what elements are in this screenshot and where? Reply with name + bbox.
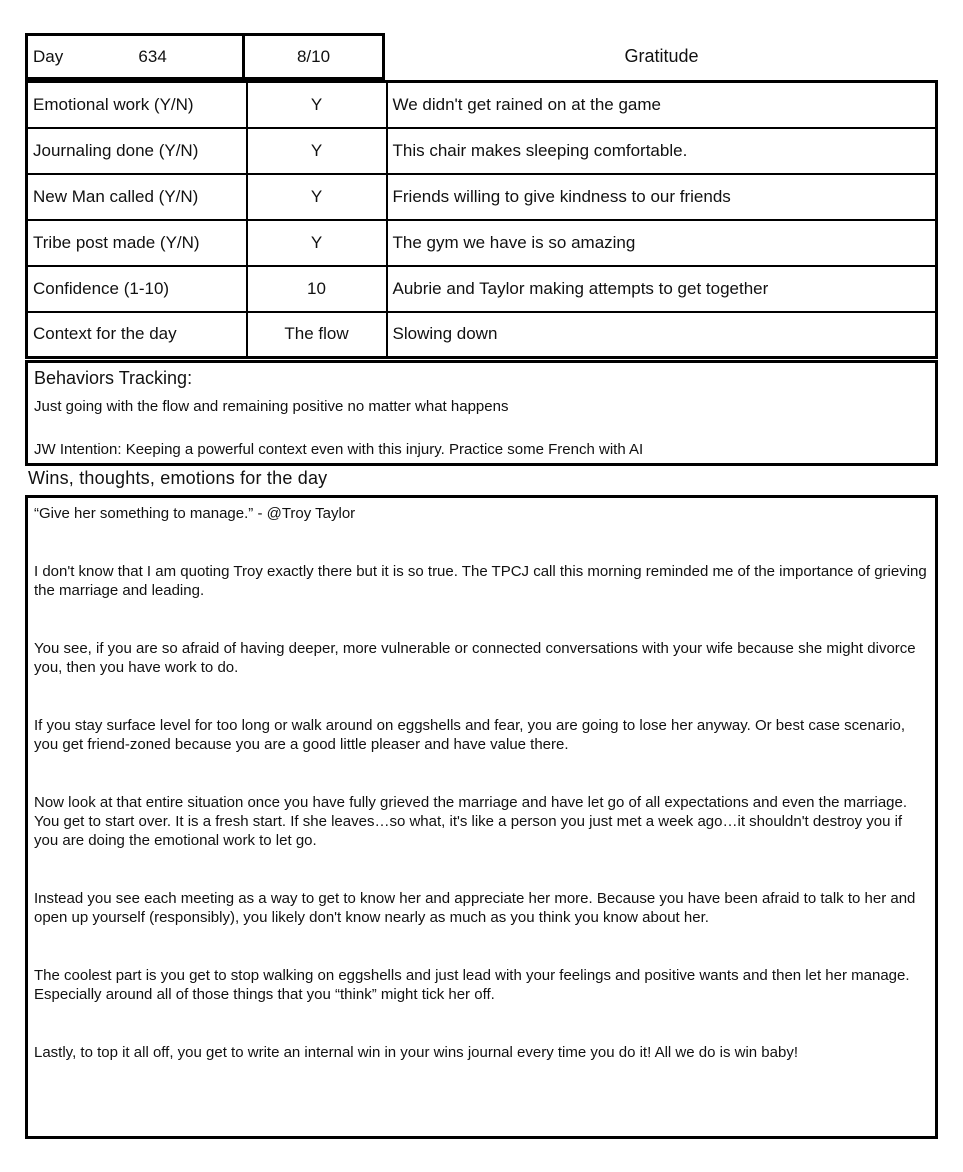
table-row (27, 174, 937, 220)
journal-paragraph: The coolest part is you get to stop walking on eggshells and just lead with your feelings and positive wants and then let her manage. Especially around all of those things that you “think” might tick her off. (34, 967, 910, 1003)
tracker-header-row (25, 33, 938, 80)
table-row (27, 220, 937, 266)
score-value: 8/10 (296, 46, 331, 66)
row-value-cell[interactable]: The flow (247, 312, 387, 358)
row-label-cell[interactable]: Emotional work (Y/N) (27, 82, 247, 128)
journal-paragraph: Instead you see each meeting as a way to get to know her and appreciate her more. Because you have been afraid to talk to her and open up yourself (responsibly), you likely don't know nearly as much as you think you know about her. (34, 890, 916, 926)
row-gratitude-cell[interactable]: We didn't get rained on at the game (387, 82, 937, 128)
score-cell[interactable] (245, 36, 382, 77)
row-value-cell[interactable]: Y (247, 220, 387, 266)
gratitude-header-label: Gratitude (624, 46, 699, 66)
behaviors-entry: Just going with the flow and remaining positive no matter what happens (34, 398, 509, 415)
table-row (27, 266, 937, 312)
row-label-cell[interactable]: Confidence (1-10) (27, 266, 247, 312)
row-gratitude-cell[interactable]: Slowing down (387, 312, 937, 358)
behaviors-tracking-box[interactable] (25, 360, 938, 466)
day-label: Day (33, 46, 64, 66)
row-label-cell[interactable]: Journaling done (Y/N) (27, 128, 247, 174)
row-gratitude-cell[interactable]: Aubrie and Taylor making attempts to get together (387, 266, 937, 312)
day-score-box (25, 33, 385, 80)
journal-paragraph: You see, if you are so afraid of having deeper, more vulnerable or connected conversations with your wife because she might divorce you, then you have work to do. (34, 640, 916, 676)
behaviors-title: Behaviors Tracking: (34, 368, 193, 388)
jw-intention-entry: JW Intention: Keeping a powerful context even with this injury. Practice some French with AI (34, 441, 644, 458)
day-cell[interactable] (28, 36, 245, 77)
table-row (27, 82, 937, 128)
journal-paragraph: If you stay surface level for too long or walk around on eggshells and fear, you are going to lose her anyway. Or best case scenario, you get friend-zoned because you are a good little pleaser and have value there. (34, 717, 906, 753)
row-value-cell[interactable]: Y (247, 82, 387, 128)
journal-paragraph: I don't know that I am quoting Troy exactly there but it is so true. The TPCJ call this morning reminded me of the importance of grieving the marriage and leading. (34, 563, 927, 599)
row-value-cell[interactable]: Y (247, 128, 387, 174)
journal-paragraph: Now look at that entire situation once you have fully grieved the marriage and have let go of all expectations and even the marriage. You get to start over. It is a fresh start. If she leaves…so what, it's like a person you just met a week ago…it shouldn't destroy you if you are doing the emotional work to let go. (34, 794, 908, 849)
row-value-cell[interactable]: Y (247, 174, 387, 220)
row-label-cell[interactable]: Tribe post made (Y/N) (27, 220, 247, 266)
row-gratitude-cell[interactable]: The gym we have is so amazing (387, 220, 937, 266)
gratitude-header (385, 33, 938, 80)
journal-paragraph: Lastly, to top it all off, you get to write an internal win in your wins journal every time you do it! All we do is win baby! (34, 1044, 798, 1061)
wins-section-title: Wins, thoughts, emotions for the day (28, 468, 328, 488)
row-label-cell[interactable]: New Man called (Y/N) (27, 174, 247, 220)
row-value-cell[interactable]: 10 (247, 266, 387, 312)
wins-journal-box[interactable] (25, 495, 938, 1139)
tracking-table (25, 80, 938, 359)
row-label-cell[interactable]: Context for the day (27, 312, 247, 358)
journal-paragraph: “Give her something to manage.” - @Troy Taylor (34, 505, 356, 522)
day-number: 634 (138, 46, 167, 66)
row-gratitude-cell[interactable]: Friends willing to give kindness to our friends (387, 174, 937, 220)
row-gratitude-cell[interactable]: This chair makes sleeping comfortable. (387, 128, 937, 174)
table-row (27, 128, 937, 174)
table-row (27, 312, 937, 358)
